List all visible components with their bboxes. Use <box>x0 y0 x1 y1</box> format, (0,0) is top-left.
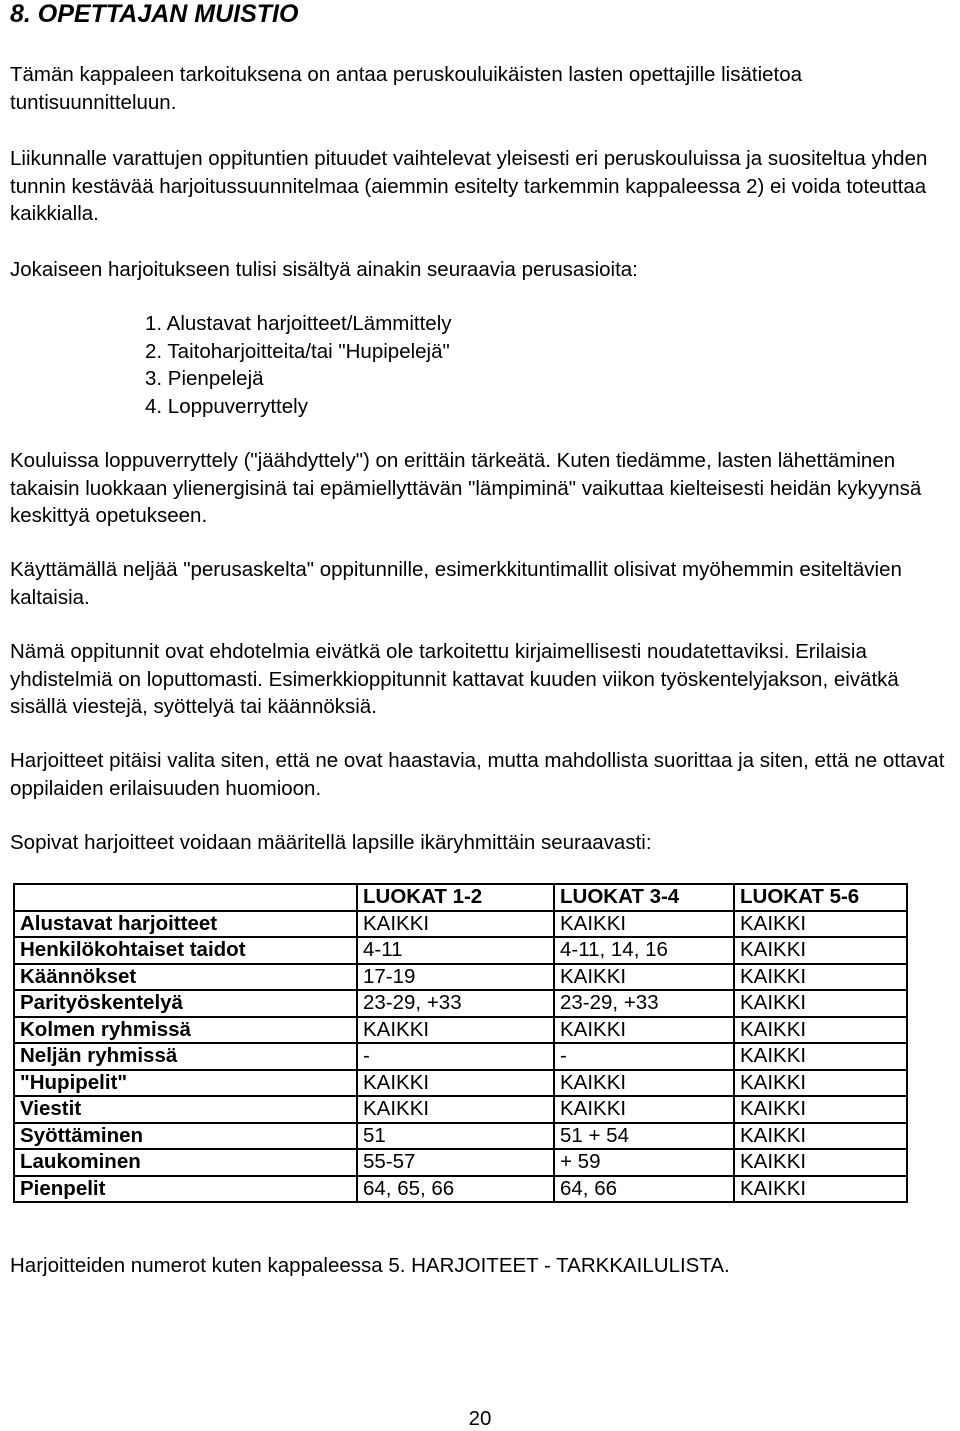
steps-list <box>145 310 452 420</box>
list-item: 1. Alustavat harjoitteet/Lämmittely <box>145 312 452 335</box>
table-cell: 51 <box>357 1123 554 1150</box>
table-row <box>14 1096 907 1123</box>
table-row-label: Henkilökohtaiset taidot <box>14 937 357 964</box>
table-row <box>14 1070 907 1097</box>
paragraph-cooldown: Kouluissa loppuverryttely ("jäähdyttely") on erittäin tärkeätä. Kuten tiedämme, lasten lähettäminen takaisin luokkaan ylienergisinä tai epämiellyttävän "lämpiminä" vaikuttaa kielteisesti heidän kykyynsä keskittyä opetukseen. <box>10 449 922 527</box>
table-cell: KAIKKI <box>734 1149 907 1176</box>
table-cell: KAIKKI <box>734 937 907 964</box>
table-header-grades-1-2: LUOKAT 1-2 <box>357 884 554 911</box>
table-cell: - <box>554 1043 734 1070</box>
table-row-label: Neljän ryhmissä <box>14 1043 357 1070</box>
table-header-grades-5-6: LUOKAT 5-6 <box>734 884 907 911</box>
table-cell: 51 + 54 <box>554 1123 734 1150</box>
table-cell: KAIKKI <box>357 1017 554 1044</box>
table-row-label: "Hupipelit" <box>14 1070 357 1097</box>
table-row <box>14 964 907 991</box>
table-row-label: Kolmen ryhmissä <box>14 1017 357 1044</box>
exercise-grade-table <box>13 883 908 1203</box>
table-cell: KAIKKI <box>734 1017 907 1044</box>
table-row-label: Käännökset <box>14 964 357 991</box>
paragraph-intro: Tämän kappaleen tarkoituksena on antaa peruskouluikäisten lasten opettajille lisätietoa tuntisuunnitteluun. <box>10 63 803 114</box>
table-cell: 17-19 <box>357 964 554 991</box>
table-cell: KAIKKI <box>734 1176 907 1203</box>
table-cell: KAIKKI <box>357 911 554 938</box>
paragraph-exercise-numbers: Harjoitteiden numerot kuten kappaleessa 5. HARJOITEET - TARKKAILULISTA. <box>10 1254 730 1277</box>
table-row <box>14 1176 907 1203</box>
paragraph-lesson-length: Liikunnalle varattujen oppituntien pituudet vaihtelevat yleisesti eri peruskouluissa ja suositeltua yhden tunnin kestävää harjoitussuunnitelmaa (aiemmin esitelty tarkemmin kappaleessa 2) ei voida toteuttaa kaikkialla. <box>10 147 928 225</box>
table-cell: + 59 <box>554 1149 734 1176</box>
table-row <box>14 1017 907 1044</box>
paragraph-basics-lead: Jokaiseen harjoitukseen tulisi sisältyä ainakin seuraavia perusasioita: <box>10 258 638 281</box>
table-cell: KAIKKI <box>734 1043 907 1070</box>
paragraph-table-lead: Sopivat harjoitteet voidaan määritellä lapsille ikäryhmittäin seuraavasti: <box>10 831 652 854</box>
table-cell: KAIKKI <box>554 1017 734 1044</box>
table-cell: KAIKKI <box>734 1096 907 1123</box>
table-cell: KAIKKI <box>734 964 907 991</box>
table-header-empty <box>14 884 357 911</box>
table-cell: 55-57 <box>357 1149 554 1176</box>
table-cell: KAIKKI <box>734 1123 907 1150</box>
table-cell: 64, 65, 66 <box>357 1176 554 1203</box>
table-row-label: Viestit <box>14 1096 357 1123</box>
table-row <box>14 1149 907 1176</box>
table-cell: KAIKKI <box>554 911 734 938</box>
paragraph-four-steps: Käyttämällä neljää "perusaskelta" oppitunnille, esimerkkituntimallit olisivat myöhemmin esiteltävien kaltaisia. <box>10 558 902 609</box>
table-row-label: Syöttäminen <box>14 1123 357 1150</box>
table-row-label: Pienpelit <box>14 1176 357 1203</box>
table-cell: KAIKKI <box>357 1070 554 1097</box>
table-cell: KAIKKI <box>734 1070 907 1097</box>
table-row-label: Alustavat harjoitteet <box>14 911 357 938</box>
table-cell: KAIKKI <box>554 1096 734 1123</box>
list-item: 4. Loppuverryttely <box>145 394 308 418</box>
table-row <box>14 1043 907 1070</box>
paragraph-challenge: Harjoitteet pitäisi valita siten, että ne ovat haastavia, mutta mahdollista suorittaa ja siten, että ne ottavat oppilaiden erilaisuuden huomioon. <box>10 749 945 800</box>
table-row <box>14 911 907 938</box>
table-header-grades-3-4: LUOKAT 3-4 <box>554 884 734 911</box>
table-row-label: Parityöskentelyä <box>14 990 357 1017</box>
paragraph-suggestions: Nämä oppitunnit ovat ehdotelmia eivätkä ole tarkoitettu kirjaimellisesti noudatettaviksi. Erilaisia yhdistelmiä on loputtomasti. Esimerkkioppitunnit kattavat kuuden viikon työskentelyjakson, eivätkä sisällä viestejä, syöttelyä tai käännöksiä. <box>10 640 899 718</box>
table-cell: KAIKKI <box>554 1070 734 1097</box>
table-cell: 4-11 <box>357 937 554 964</box>
table-row-label: Laukominen <box>14 1149 357 1176</box>
list-item: 3. Pienpelejä <box>145 367 264 390</box>
table-cell: KAIKKI <box>734 911 907 938</box>
table-cell: 23-29, +33 <box>554 990 734 1017</box>
table-cell: 64, 66 <box>554 1176 734 1203</box>
table-row <box>14 1123 907 1150</box>
list-item: 2. Taitoharjoitteita/tai "Hupipelejä" <box>145 339 450 363</box>
page-number: 20 <box>468 1407 492 1430</box>
section-heading: 8. OPETTAJAN MUISTIO <box>10 0 299 28</box>
table-cell: 4-11, 14, 16 <box>554 937 734 964</box>
table-cell: - <box>357 1043 554 1070</box>
table-header-row <box>14 884 907 911</box>
table-cell: KAIKKI <box>554 964 734 991</box>
table-cell: KAIKKI <box>734 990 907 1017</box>
table-cell: KAIKKI <box>357 1096 554 1123</box>
table-cell: 23-29, +33 <box>357 990 554 1017</box>
table-row <box>14 937 907 964</box>
table-row <box>14 990 907 1017</box>
